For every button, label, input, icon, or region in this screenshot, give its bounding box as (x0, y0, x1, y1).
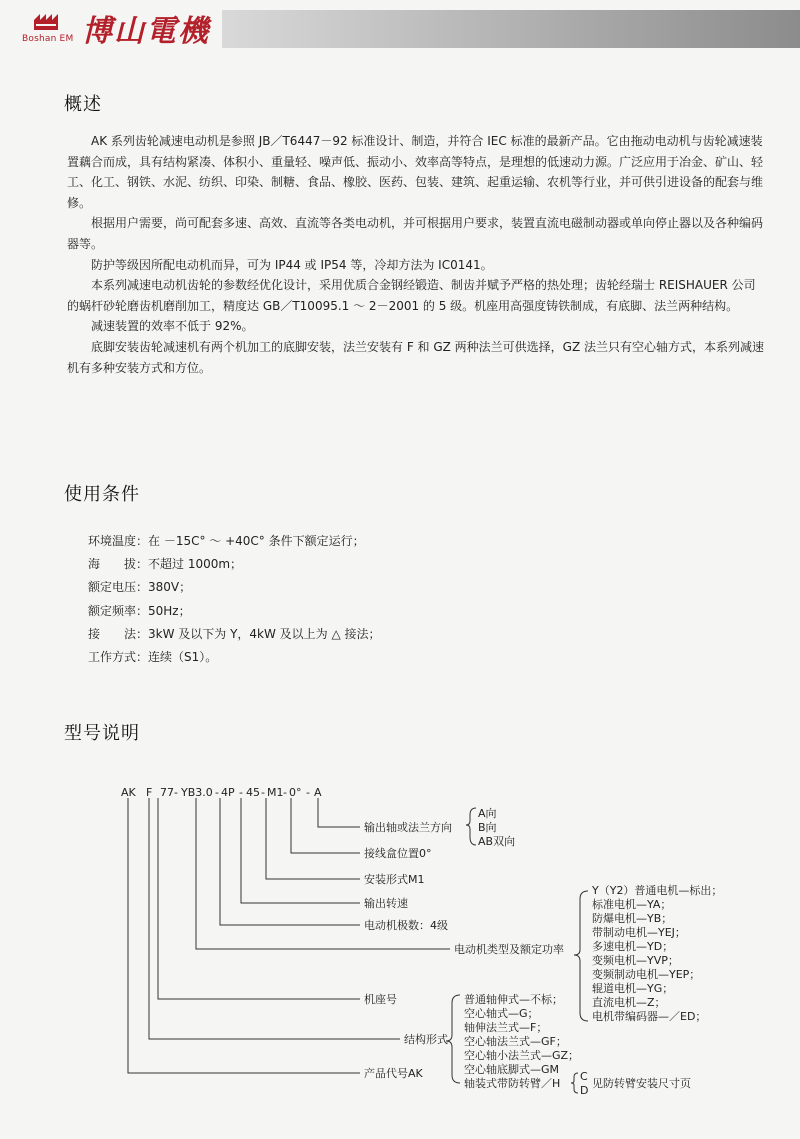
motor-type: 标准电机—YA； (592, 898, 672, 911)
motor-type: 变频电机—YVP； (592, 954, 679, 967)
code-label: 电动机类型及额定功率 (454, 943, 564, 956)
intro-text (67, 131, 767, 378)
code-segment: A (314, 786, 322, 799)
code-segment: - (239, 786, 243, 799)
code-segment: 77 (160, 786, 174, 799)
structure-type: 普通轴伸式—不标； (464, 993, 563, 1006)
condition-item: 接 法：3kW 及以下为 Y，4kW 及以上为 △ 接法； (88, 626, 381, 641)
arm-note: 见防转臂安装尺寸页 (592, 1077, 691, 1090)
code-segment: 45 (246, 786, 260, 799)
code-segment: M1 (267, 786, 284, 799)
code-label: 机座号 (364, 993, 397, 1006)
factory-logo-icon (32, 10, 62, 32)
structure-type: 空心轴法兰式—GF； (464, 1035, 567, 1048)
motor-type: 辊道电机—YG； (592, 982, 674, 995)
code-segment: YB3.0 (181, 786, 213, 799)
intro-paragraph: 本系列减速电动机齿轮的参数经优化设计，采用优质合金钢经锻造、制齿并赋予严格的热处理；齿轮经瑞士 REISHAUER 公司的蜗杆砂轮磨齿机磨削加工，精度达 GB／T10095.1 ～ 2－2001 的 5 级。机座用高强度铸铁制成，有底脚、法兰两种结构。 (67, 278, 756, 313)
condition-item: 工作方式：连续（S1）。 (88, 650, 218, 665)
structure-type: 轴伸法兰式—F； (464, 1021, 548, 1034)
logo-text: Boshan EM (22, 34, 74, 44)
header-bar (222, 10, 800, 48)
section-title-intro: 概述 (64, 94, 102, 115)
arm-option: C (580, 1070, 588, 1083)
motor-type: 电机带编码器—／ED； (592, 1010, 707, 1023)
conditions-list (88, 530, 688, 669)
code-label: 输出转速 (364, 897, 408, 910)
code-label: 接线盒位置0° (364, 847, 432, 860)
code-label: 输出轴或法兰方向 (364, 821, 452, 834)
company-logo (22, 10, 74, 50)
code-label: 电动机极数：4级 (364, 919, 448, 932)
section-title-conditions: 使用条件 (64, 484, 140, 505)
intro-paragraph: AK 系列齿轮减速电动机是参照 JB／T6447－92 标准设计、制造，并符合 IEC 标准的最新产品。它由拖动电动机与齿轮减速装置藕合而成，具有结构紧凑、体积小、重量轻、噪声低、振动小、效率高等特点，是理想的低速动力源。广泛应用于冶金、矿山、轻工、化工、钢铁、水泥、纺织、印染、制糖、食品、橡胶、医药、包装、建筑、起重运输、农机等行业，并可供引进设备的配套与维修。 (67, 134, 764, 210)
model-code-diagram (0, 775, 800, 1105)
brand-name: 博山電機 (82, 14, 210, 49)
structure-type: 空心轴小法兰式—GZ； (464, 1049, 580, 1062)
motor-type: 直流电机—Z； (592, 996, 666, 1009)
code-label: 产品代号AK (364, 1067, 423, 1080)
intro-paragraph: 减速装置的效率不低于 92%。 (91, 319, 254, 334)
code-segment: 4P (221, 786, 235, 799)
intro-paragraph: 底脚安装齿轮减速机有两个机加工的底脚安装，法兰安装有 F 和 GZ 两种法兰可供选择，GZ 法兰只有空心轴方式，本系列减速机有多种安装方式和方位。 (67, 339, 765, 375)
motor-type: Y（Y2）普通电机—标出； (592, 884, 723, 897)
code-label: 安装形式M1 (364, 873, 425, 886)
structure-type: 轴装式带防转臂／H (464, 1077, 561, 1090)
code-segment: F (146, 786, 153, 799)
direction-option: B向 (478, 821, 497, 834)
condition-item: 额定频率：50Hz； (88, 603, 191, 618)
motor-type: 防爆电机—YB； (592, 912, 673, 925)
code-segment: - (215, 786, 219, 799)
code-label: 结构形式 (404, 1033, 448, 1046)
intro-paragraph: 根据用户需要，尚可配套多速、高效、直流等各类电动机，并可根据用户要求，装置直流电磁制动器或单向停止器以及各种编码器等。 (67, 216, 764, 251)
direction-option: A向 (478, 807, 497, 820)
code-segment: - (283, 786, 287, 799)
condition-item: 额定电压：380V； (88, 580, 192, 595)
code-segment: AK (121, 786, 136, 799)
section-title-model: 型号说明 (64, 723, 140, 744)
motor-type: 带制动电机—YEJ； (592, 926, 686, 939)
code-segment: 0° (289, 786, 302, 799)
motor-type: 变频制动电机—YEP； (592, 968, 701, 981)
motor-type: 多速电机—YD； (592, 940, 674, 953)
intro-paragraph: 防护等级因所配电动机而异，可为 IP44 或 IP54 等，冷却方法为 IC0141。 (91, 257, 493, 272)
structure-type: 空心轴式—G； (464, 1007, 539, 1020)
arm-option: D (580, 1084, 589, 1097)
condition-item: 环境温度：在 －15C° ～ +40C° 条件下额定运行； (88, 534, 365, 548)
structure-type: 空心轴底脚式—GM (464, 1063, 560, 1076)
code-segment: - (261, 786, 265, 799)
code-segment: - (306, 786, 310, 799)
direction-option: AB双向 (478, 835, 516, 848)
condition-item: 海 拔：不超过 1000m； (88, 557, 243, 572)
code-segment: - (174, 786, 178, 799)
